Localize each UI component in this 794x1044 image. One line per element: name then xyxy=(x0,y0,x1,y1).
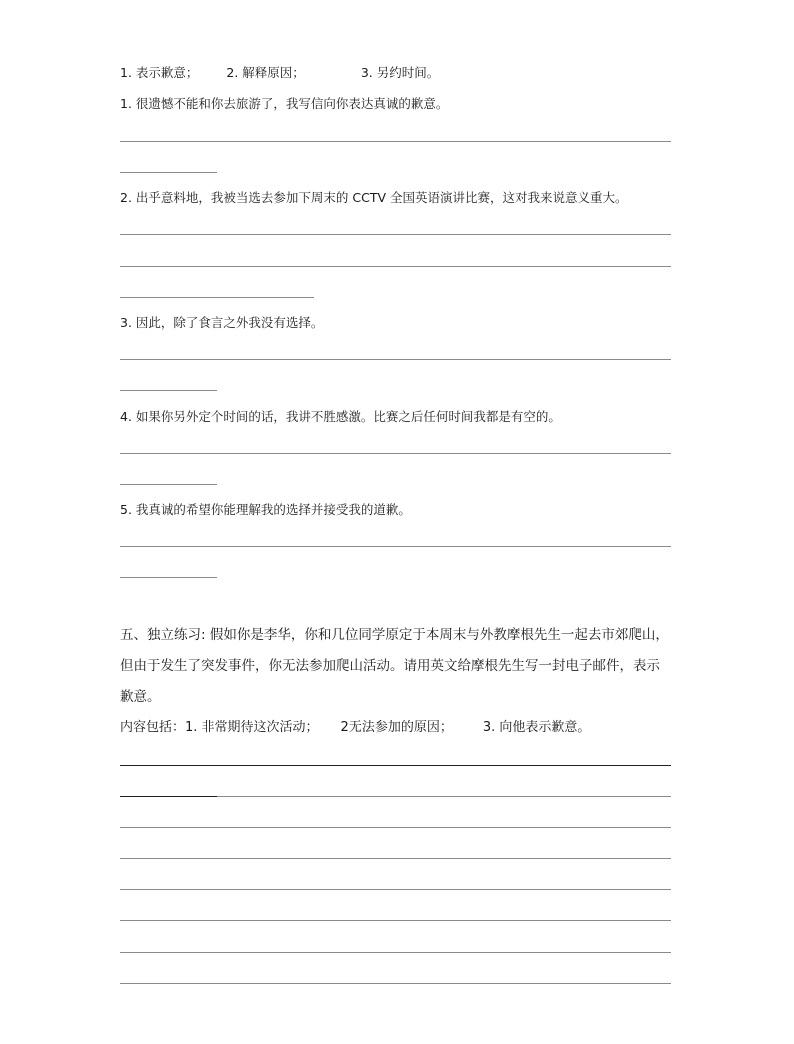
content-requirements xyxy=(120,720,590,736)
answer-line[interactable] xyxy=(120,234,671,235)
prompt-item-1: 1. 表示歉意； xyxy=(120,65,199,80)
essay-line[interactable] xyxy=(120,765,671,766)
sentence-4: 4. 如果你另外定个时间的话，我讲不胜感激。比赛之后任何时间我都是有空的。 xyxy=(120,409,561,424)
answer-line[interactable] xyxy=(120,484,217,485)
prompt-item-3: 3. 另约时间。 xyxy=(360,65,440,80)
essay-line[interactable] xyxy=(120,983,671,984)
answer-line[interactable] xyxy=(120,266,671,267)
answer-line[interactable] xyxy=(120,297,314,298)
answer-line[interactable] xyxy=(120,453,671,454)
essay-line[interactable] xyxy=(120,889,671,890)
essay-line[interactable] xyxy=(120,920,671,921)
answer-line[interactable] xyxy=(120,172,217,173)
essay-line[interactable] xyxy=(120,952,671,953)
essay-line[interactable] xyxy=(120,827,671,828)
content-item-2: 2无法参加的原因； xyxy=(340,720,453,735)
sentence-5: 5. 我真诚的希望你能理解我的选择并接受我的道歉。 xyxy=(120,502,411,517)
answer-line[interactable] xyxy=(120,546,671,547)
section5-line-2: 但由于发生了突发事件，你无法参加爬山活动。请用英文给摩根先生写一封电子邮件，表示 xyxy=(120,658,660,674)
answer-line[interactable] xyxy=(120,577,217,578)
answer-line[interactable] xyxy=(120,390,217,391)
section5-line-1: 五、独立练习: 假如你是李华，你和几位同学原定于本周末与外教摩根先生一起去市郊爬山， xyxy=(120,627,669,643)
answer-line[interactable] xyxy=(120,141,671,142)
essay-line[interactable] xyxy=(120,858,671,859)
sentence-1: 1. 很遗憾不能和你去旅游了，我写信向你表达真诚的歉意。 xyxy=(120,96,449,111)
sentence-2: 2. 出乎意料地，我被当选去参加下周末的 CCTV 全国英语演讲比赛，这对我来说意义重大。 xyxy=(120,190,628,205)
section5-line-3: 歉意。 xyxy=(120,689,161,705)
answer-line[interactable] xyxy=(120,359,671,360)
prompt-item-2: 2. 解释原因； xyxy=(226,65,305,80)
content-item-1: 内容包括：1. 非常期待这次活动； xyxy=(120,720,319,735)
prompt-items xyxy=(120,65,439,81)
essay-line[interactable] xyxy=(120,796,217,797)
content-item-3: 3. 向他表示歉意。 xyxy=(482,720,591,735)
essay-line[interactable] xyxy=(217,796,671,797)
sentence-3: 3. 因此，除了食言之外我没有选择。 xyxy=(120,315,324,330)
